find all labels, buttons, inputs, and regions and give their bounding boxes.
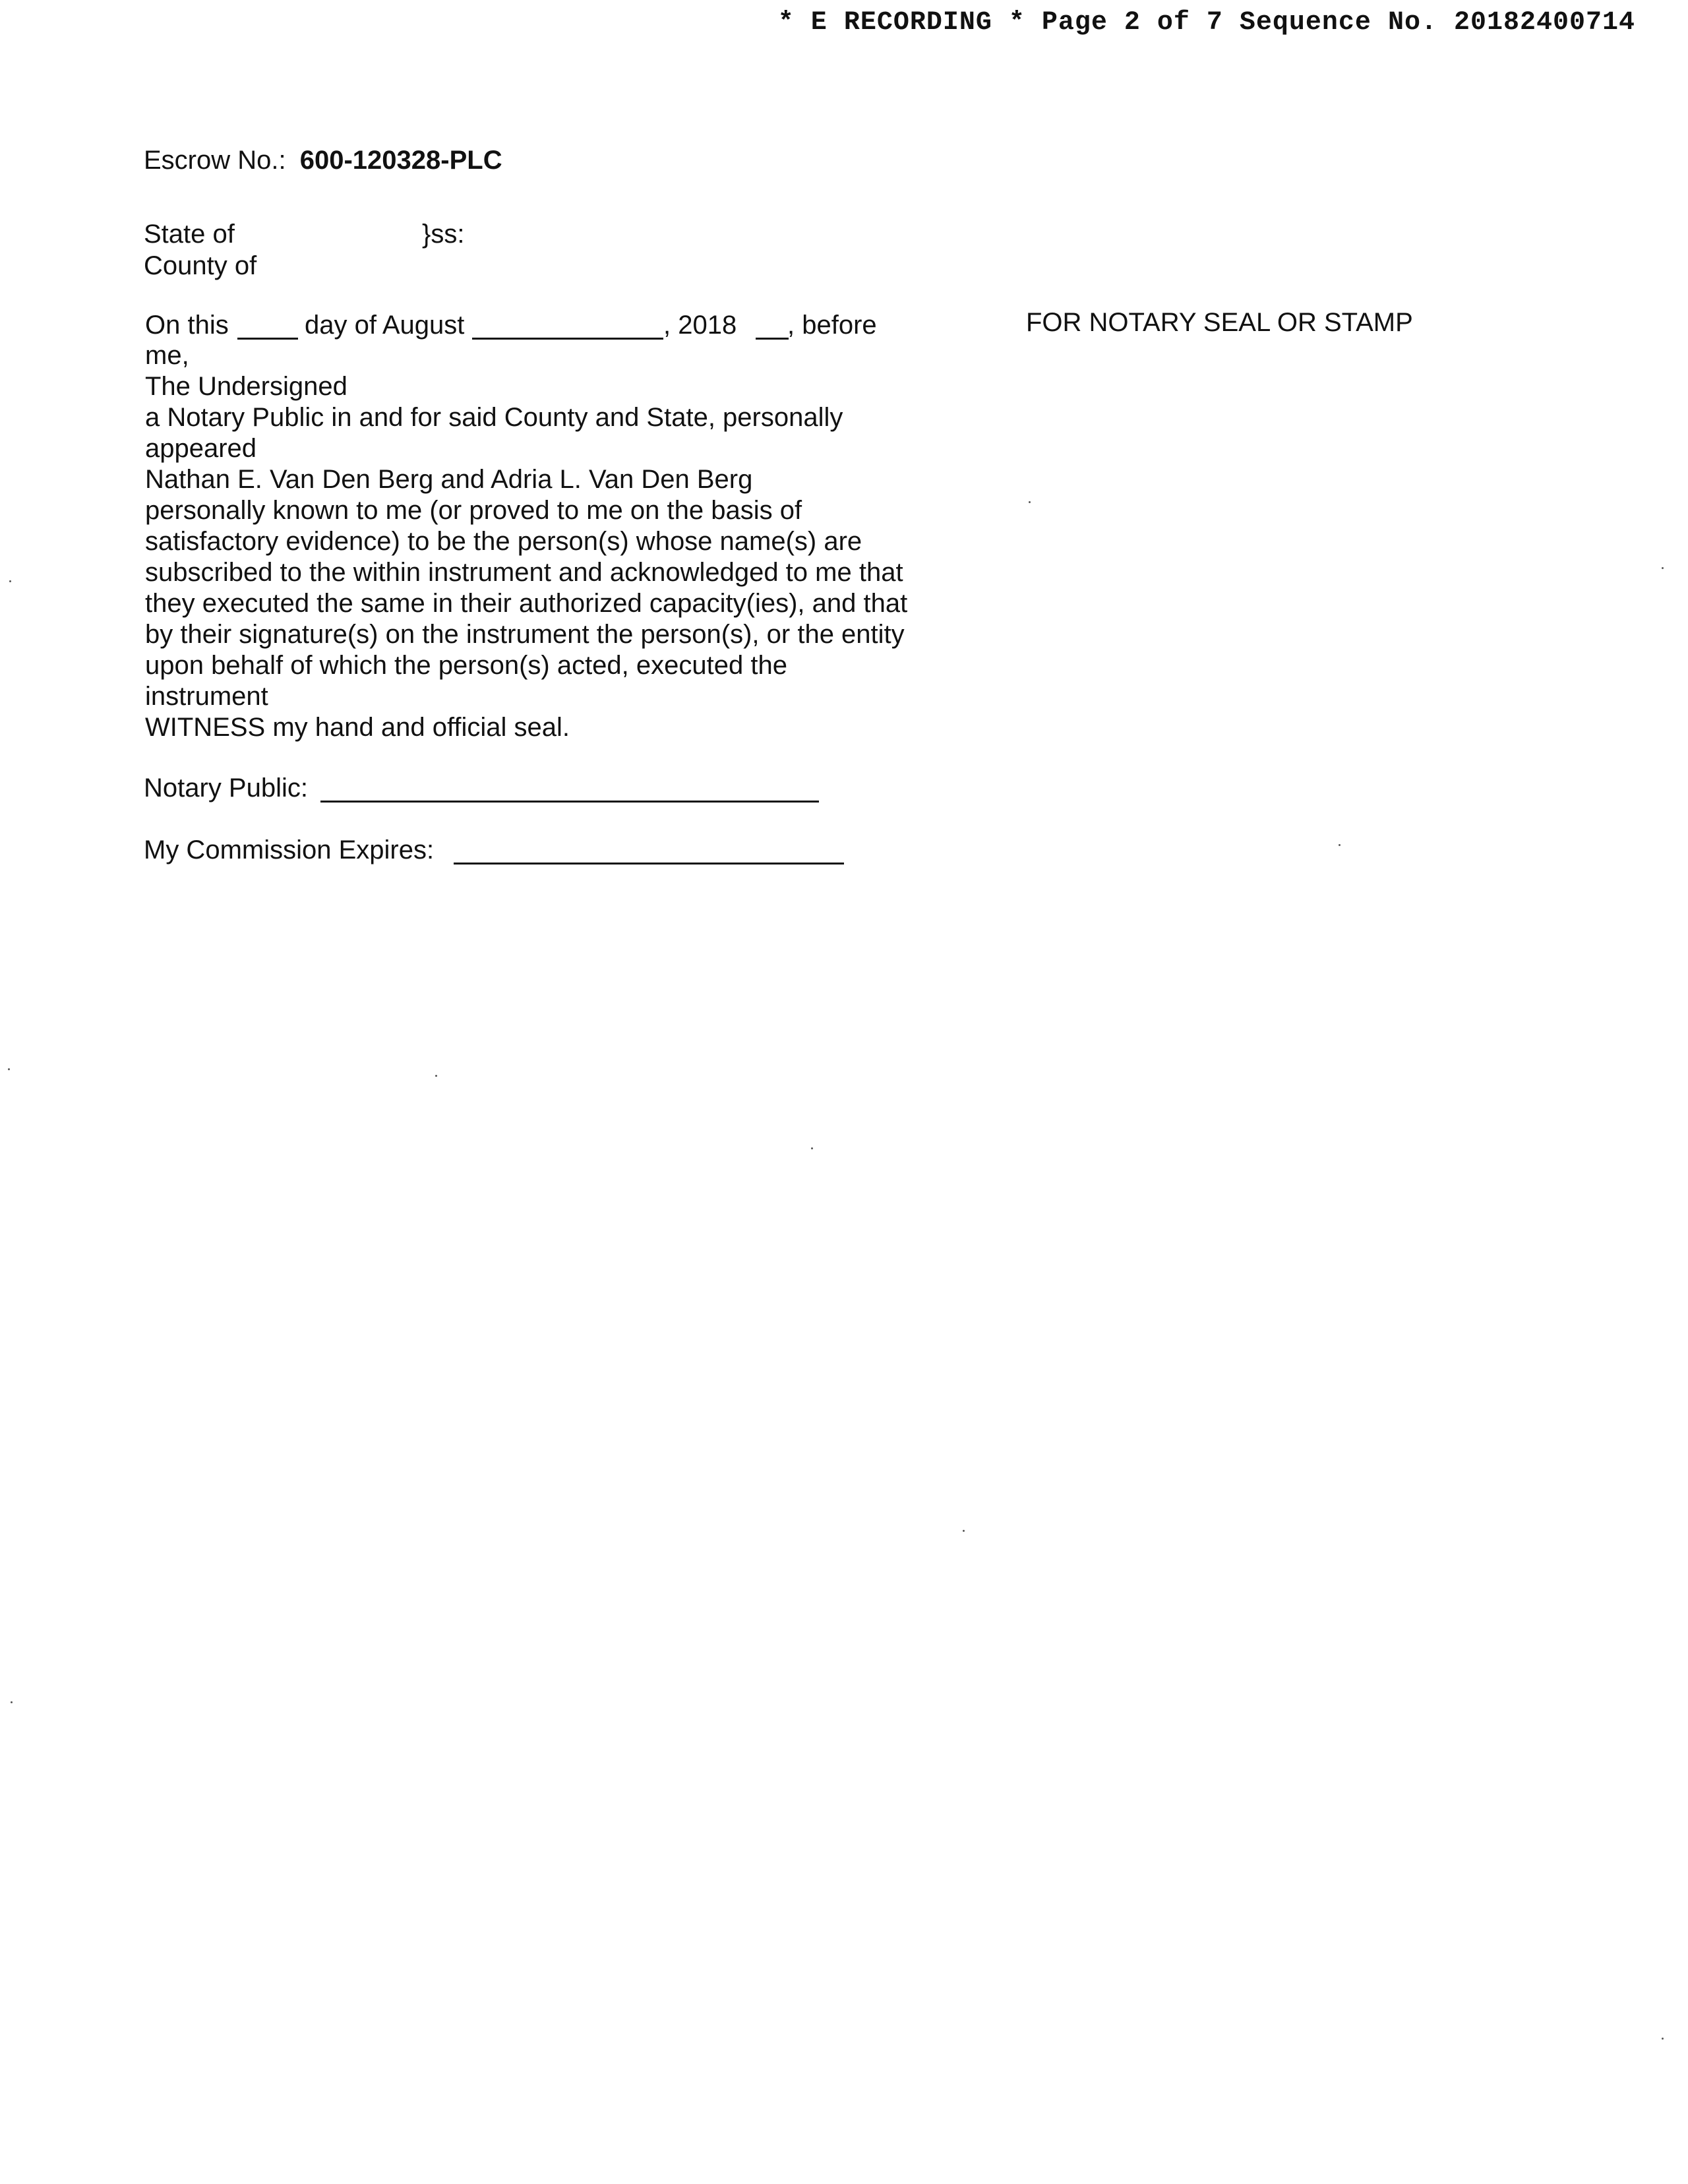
ack-line-4: they executed the same in their authorized capacity(ies), and that: [145, 589, 908, 618]
ack-line-me: me,: [145, 341, 189, 370]
year-label: , 2018: [663, 311, 737, 340]
day-blank[interactable]: [237, 338, 298, 340]
witness-line: WITNESS my hand and official seal.: [145, 713, 570, 742]
ack-line-3: subscribed to the within instrument and acknowledged to me that: [145, 558, 903, 587]
day-of-label: day of August: [305, 311, 465, 340]
commission-expires-label: My Commission Expires:: [144, 835, 435, 864]
ss-label: }ss:: [422, 220, 465, 249]
scan-speck: [11, 1701, 13, 1703]
ack-line-notary: a Notary Public in and for said County and State, personally: [145, 403, 843, 432]
scan-speck: [1662, 567, 1664, 569]
scan-speck: [1029, 501, 1031, 503]
scan-speck: [9, 580, 11, 582]
commission-expires-line[interactable]: [454, 863, 844, 864]
before-label: , before: [787, 311, 877, 340]
ack-line-2: satisfactory evidence) to be the person(s) whose name(s) are: [145, 527, 862, 556]
state-label: State of: [144, 220, 235, 249]
scan-speck: [1662, 2038, 1664, 2040]
date-blank[interactable]: [472, 338, 663, 340]
scan-speck: [8, 1068, 10, 1070]
scan-speck: [1339, 844, 1341, 846]
notary-public-label: Notary Public:: [144, 774, 308, 803]
scan-speck: [811, 1147, 813, 1149]
ack-line-5: by their signature(s) on the instrument the person(s), or the entity: [145, 620, 905, 649]
scan-speck: [963, 1530, 965, 1532]
on-this-label: On this: [145, 311, 229, 340]
ack-line-1: personally known to me (or proved to me on the basis of: [145, 496, 802, 525]
recording-header: * E RECORDING * Page 2 of 7 Sequence No. 20182400714: [777, 8, 1635, 38]
ack-line-7: instrument: [145, 682, 268, 711]
ack-line-appeared: appeared: [145, 434, 257, 463]
scan-speck: [435, 1075, 437, 1077]
seal-label: FOR NOTARY SEAL OR STAMP: [1026, 308, 1413, 337]
county-label: County of: [144, 251, 257, 280]
ack-line-names: Nathan E. Van Den Berg and Adria L. Van Den Berg: [145, 465, 753, 494]
ack-line-6: upon behalf of which the person(s) acted, executed the: [145, 651, 787, 680]
escrow-line: [144, 145, 502, 176]
year-blank[interactable]: [756, 338, 789, 340]
escrow-label: Escrow No.:: [144, 146, 286, 175]
escrow-number: 600-120328-PLC: [299, 146, 502, 175]
ack-line-undersigned: The Undersigned: [145, 372, 347, 401]
notary-signature-line[interactable]: [320, 801, 819, 803]
